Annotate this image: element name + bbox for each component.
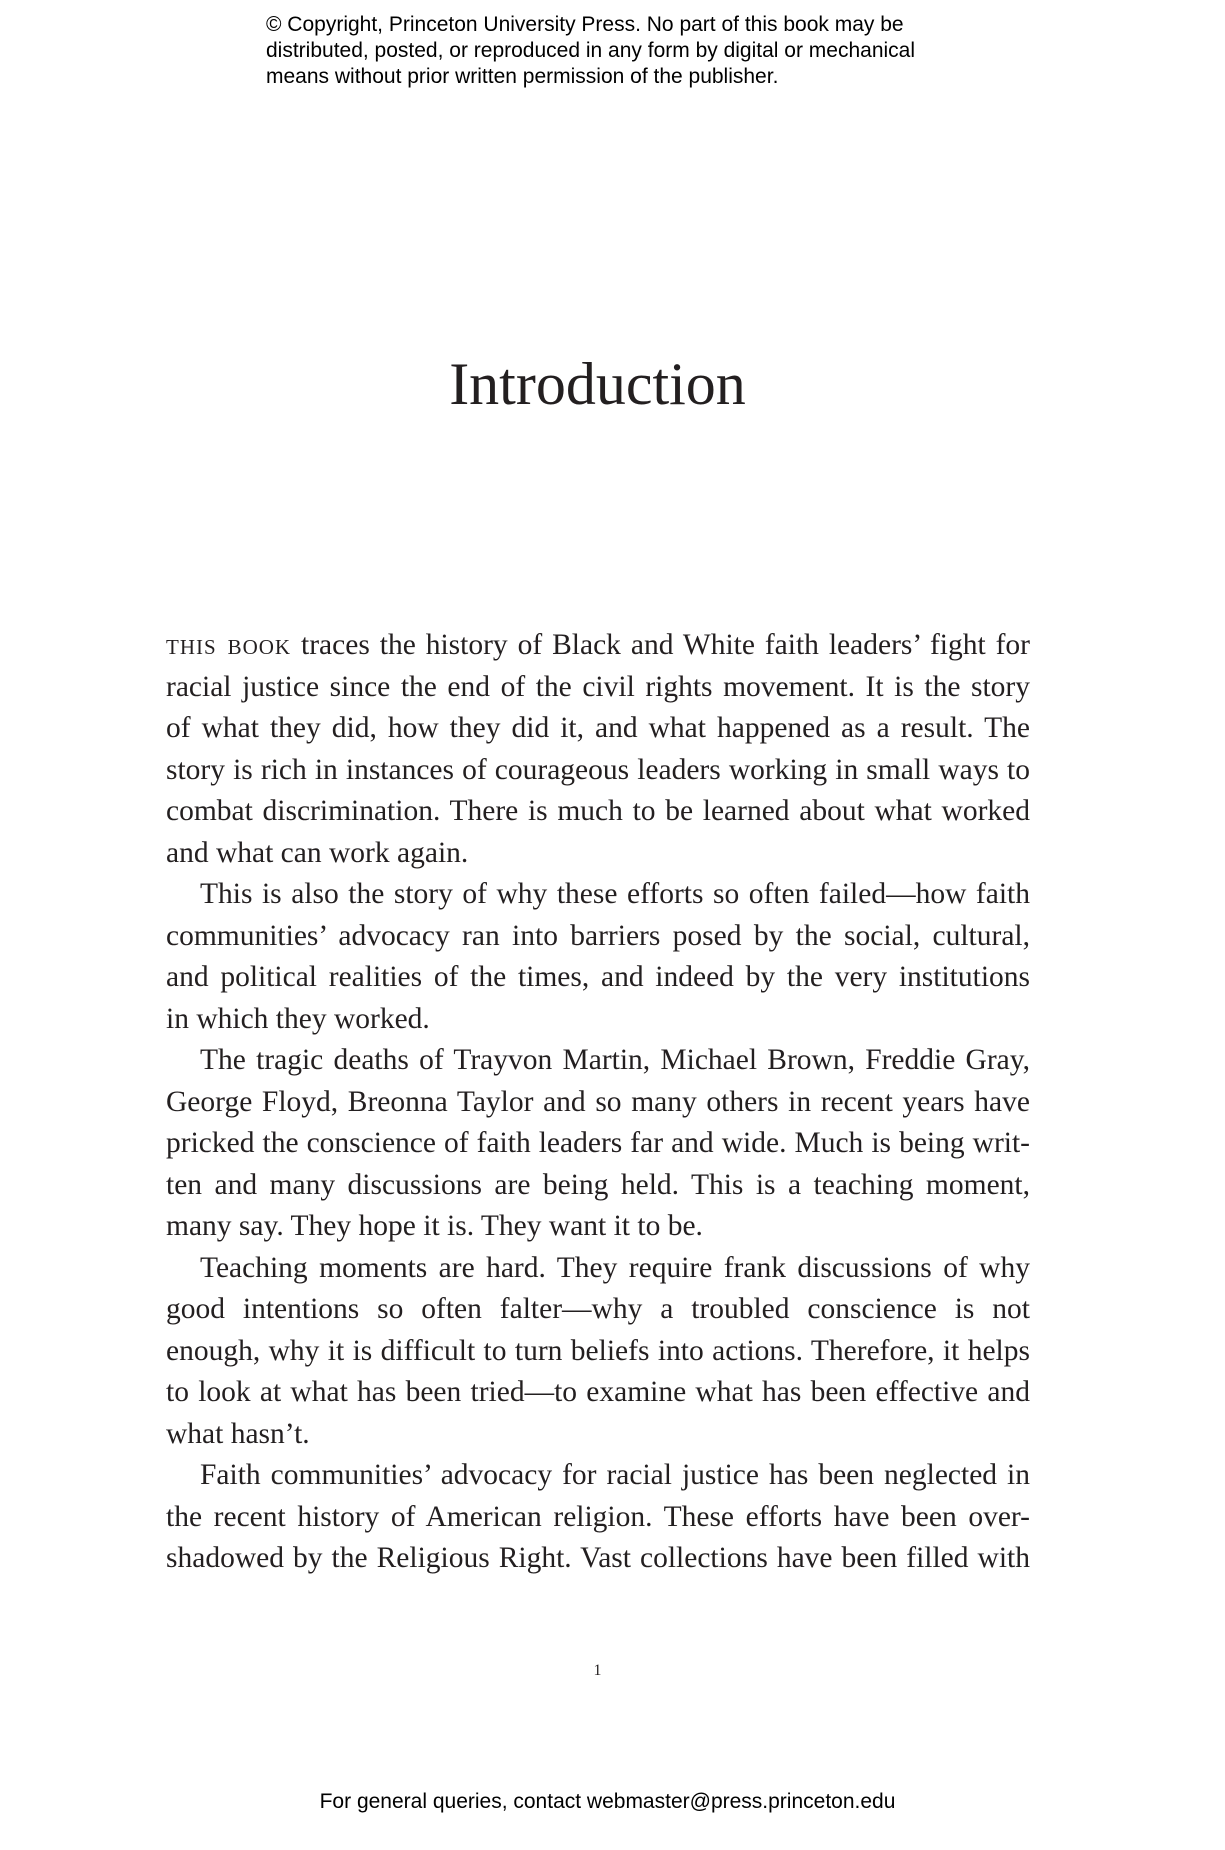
copyright-line: means without prior written permission of the publisher. bbox=[266, 65, 779, 88]
opening-smallcaps: this book bbox=[166, 629, 292, 661]
text-line: the recent history of American religion. These efforts have been over- bbox=[166, 1500, 1030, 1533]
text-line: many say. They hope it is. They want it to be. bbox=[166, 1210, 703, 1242]
text-line: in which they worked. bbox=[166, 1002, 430, 1035]
text-line: racial justice since the end of the civil rights movement. It is the story bbox=[166, 670, 1030, 703]
text-line: ten and many discussions are being held. This is a teaching moment, bbox=[166, 1168, 1030, 1201]
text-line-content: traces the history of Black and White faith leaders’ fight for bbox=[291, 629, 1030, 661]
text-line: good intentions so often falter—why a troubled conscience is not bbox=[166, 1293, 1030, 1325]
text-line: shadowed by the Religious Right. Vast collections have been filled with bbox=[166, 1542, 1030, 1574]
chapter-title: Introduction bbox=[449, 351, 746, 417]
text-line: George Floyd, Breonna Taylor and so many others in recent years have bbox=[166, 1085, 1030, 1118]
text-line: enough, why it is difficult to turn beliefs into actions. Therefore, it helps bbox=[166, 1334, 1030, 1367]
text-line: to look at what has been tried—to examine what has been effective and bbox=[166, 1376, 1030, 1408]
text-line: pricked the conscience of faith leaders far and wide. Much is being writ- bbox=[166, 1127, 1030, 1159]
text-line: The tragic deaths of Trayvon Martin, Michael Brown, Freddie Gray, bbox=[200, 1044, 1030, 1076]
text-line: Faith communities’ advocacy for racial justice has been neglected in bbox=[200, 1459, 1030, 1491]
text-line: and what can work again. bbox=[166, 836, 469, 869]
text-line: Teaching moments are hard. They require frank discussions of why bbox=[200, 1251, 1030, 1284]
copyright-line: distributed, posted, or reproduced in any form by digital or mechanical bbox=[266, 39, 916, 62]
text-line: communities’ advocacy ran into barriers posed by the social, cultural, bbox=[166, 919, 1030, 952]
text-line: what hasn’t. bbox=[166, 1417, 310, 1450]
page-number: 1 bbox=[593, 1662, 602, 1679]
copyright-notice bbox=[266, 12, 1026, 90]
footer-contact: For general queries, contact webmaster@press.princeton.edu bbox=[319, 1790, 896, 1813]
copyright-line: © Copyright, Princeton University Press. No part of this book may be bbox=[266, 13, 904, 36]
text-line: This is also the story of why these efforts so often failed—how faith bbox=[200, 878, 1030, 910]
text-line: and political realities of the times, and indeed by the very institutions bbox=[166, 961, 1030, 993]
text-line: of what they did, how they did it, and what happened as a result. The bbox=[166, 712, 1030, 744]
body-text bbox=[166, 625, 1030, 1580]
text-line: story is rich in instances of courageous leaders working in small ways to bbox=[166, 753, 1030, 786]
text-line bbox=[166, 625, 1030, 667]
text-line: combat discrimination. There is much to be learned about what worked bbox=[166, 795, 1030, 827]
